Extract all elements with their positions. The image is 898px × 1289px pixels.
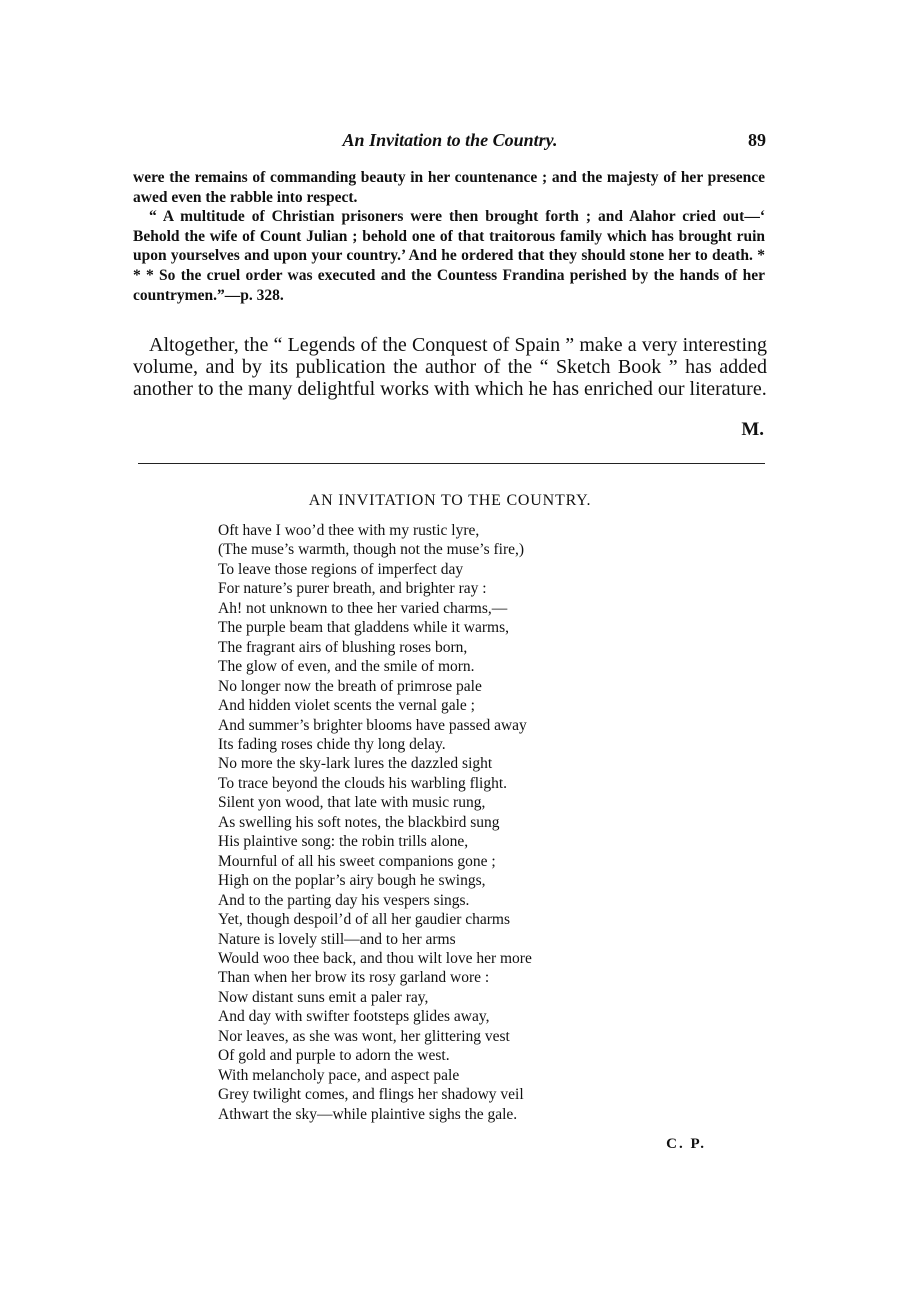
- poem-line: His plaintive song: the robin trills alone,: [218, 833, 469, 851]
- review-paragraph: Altogether, the “ Legends of the Conquest of Spain ” make a very interesting volume, and by its publication the author of the “ Sketch Book ” has added another to the many delightful works with which he has enriched our literature.: [133, 334, 767, 400]
- poem-line: Of gold and purple to adorn the west.: [218, 1047, 450, 1065]
- page-number: 89: [748, 130, 766, 150]
- poem-line: Silent yon wood, that late with music rung,: [218, 794, 486, 812]
- quote-paragraph-1: were the remains of commanding beauty in her countenance ; and the majesty of her presence awed even the rabble into respect.: [133, 169, 765, 206]
- poem-line: Than when her brow its rosy garland wore :: [218, 969, 490, 987]
- poem-line: Mournful of all his sweet companions gone ;: [218, 852, 496, 870]
- poem-line: Its fading roses chide thy long delay.: [218, 735, 446, 753]
- running-title: An Invitation to the Country.: [342, 130, 558, 150]
- poem-line: Nature is lovely still—and to her arms: [218, 930, 456, 948]
- section-divider: [138, 463, 765, 464]
- poem-line: Athwart the sky—while plaintive sighs the gale.: [218, 1105, 518, 1123]
- poem-line: High on the poplar’s airy bough he swings,: [218, 872, 486, 890]
- review-signature: M.: [741, 419, 764, 440]
- poem-title: AN INVITATION TO THE COUNTRY.: [308, 492, 592, 509]
- poem-line: The glow of even, and the smile of morn.: [218, 658, 475, 676]
- poem-line: Nor leaves, as she was wont, her glittering vest: [218, 1027, 510, 1045]
- quoted-extract: [133, 168, 765, 305]
- poem-line: With melancholy pace, and aspect pale: [218, 1066, 460, 1084]
- poem-line: The purple beam that gladdens while it warms,: [218, 619, 509, 637]
- running-head: [130, 130, 770, 154]
- poem-line: And to the parting day his vespers sings.: [218, 891, 470, 909]
- poem-line: Ah! not unknown to thee her varied charms,—: [218, 599, 508, 617]
- poem-line: To leave those regions of imperfect day: [218, 560, 464, 578]
- poem-line: And day with swifter footsteps glides away,: [218, 1008, 490, 1026]
- poem-line: Grey twilight comes, and flings her shadowy veil: [218, 1086, 524, 1104]
- poem-signature: C. P.: [666, 1136, 706, 1152]
- poem-line: (The muse’s warmth, though not the muse’s fire,): [218, 541, 525, 559]
- poem-line: To trace beyond the clouds his warbling flight.: [218, 774, 508, 792]
- poem-line: Would woo thee back, and thou wilt love her more: [218, 949, 532, 967]
- poem-line: As swelling his soft notes, the blackbird sung: [218, 813, 500, 831]
- poem-line: No more the sky-lark lures the dazzled sight: [218, 755, 493, 773]
- poem-line: Oft have I woo’d thee with my rustic lyre,: [218, 522, 480, 539]
- poem-line: Yet, though despoil’d of all her gaudier charms: [218, 911, 511, 929]
- poem-body: [218, 521, 718, 1124]
- poem-line: And hidden violet scents the vernal gale ;: [218, 697, 475, 715]
- poem-line: For nature’s purer breath, and brighter ray :: [218, 580, 487, 598]
- quote-paragraph-2: “ A multitude of Christian prisoners were then brought forth ; and Alahor cried out—‘ Behold the wife of Count Julian ; behold one of that traitorous family which has brought ruin upon yourselves and upon your country.’ And he ordered that they should stone her to death. * * * So the cruel order was executed and the Countess Frandina perished by the hands of her countrymen.”—p. 328.: [133, 208, 765, 304]
- poem-line: Now distant suns emit a paler ray,: [218, 988, 429, 1006]
- poem-line: The fragrant airs of blushing roses born,: [218, 638, 468, 656]
- poem-line: No longer now the breath of primrose pale: [218, 677, 482, 695]
- poem-line: And summer’s brighter blooms have passed away: [218, 716, 527, 734]
